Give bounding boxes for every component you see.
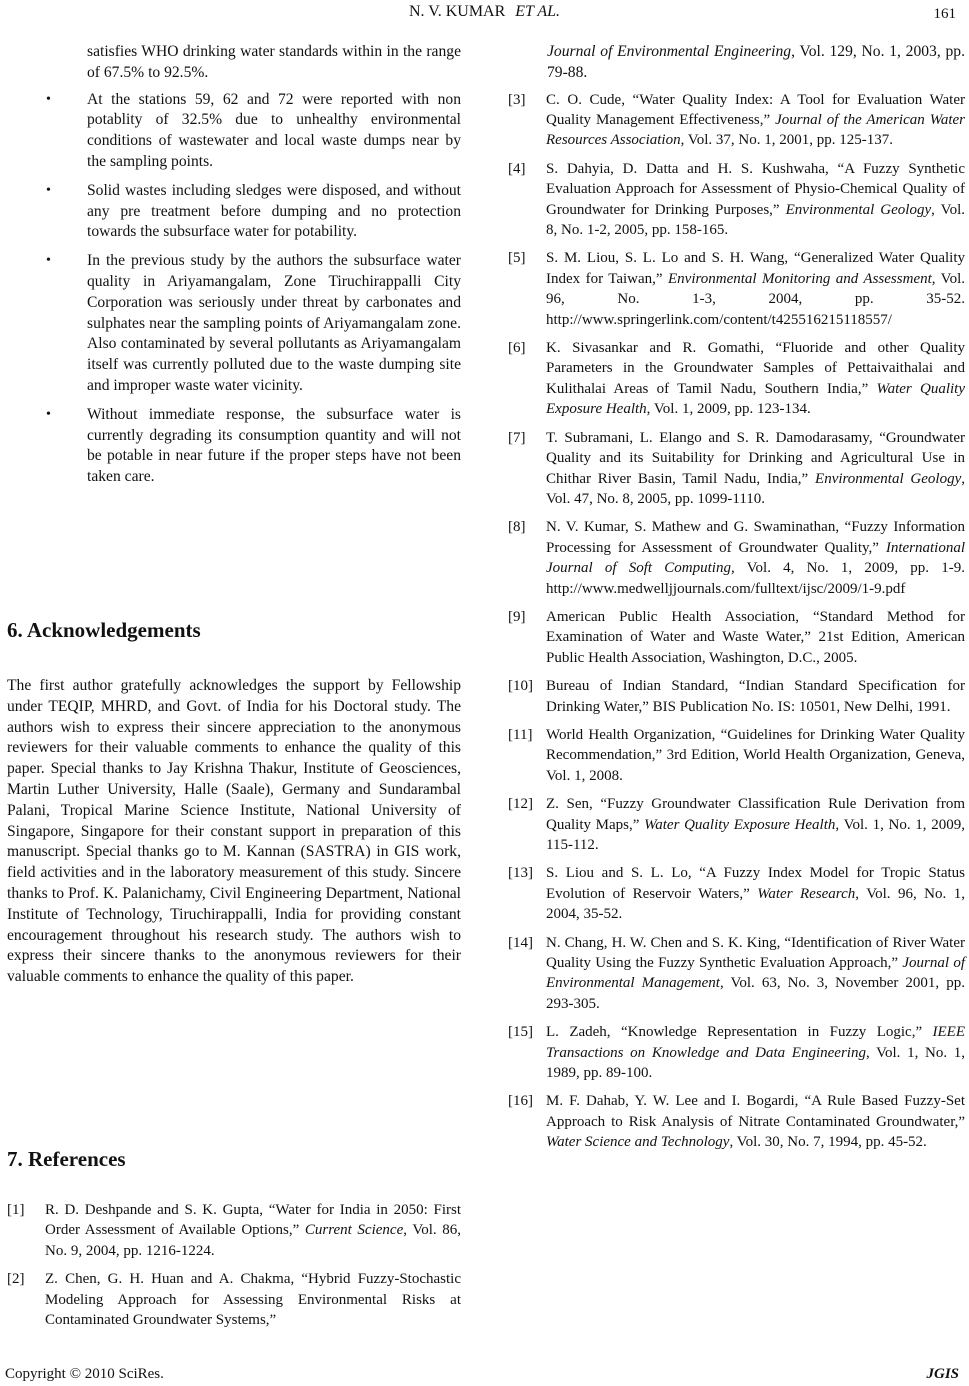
reference-item: [7] T. Subramani, L. Elango and S. R. Damodarasamy, “Groundwater Quality and its Suitability for Drinking and Agricultural Use in Chithar River Basin, Tamil Nadu, India,” Environmental Geology, Vol. 47, No. 8, 2005, pp. 1099-1110. <box>508 429 965 507</box>
reference-item: [3] C. O. Cude, “Water Quality Index: A Tool for Evaluation Water Quality Management Effectiveness,” Journal of the American Water Resources Association, Vol. 37, No. 1, 2001, pp. 125-137. <box>508 91 965 149</box>
reference-item: [4] S. Dahyia, D. Datta and H. S. Kushwaha, “A Fuzzy Synthetic Evaluation Approach for Assessment of Physio-Chemical Quality of Groundwater for Drinking Purposes,” Environmental Geology, Vol. 8, No. 1-2, 2005, pp. 158-165. <box>508 160 965 239</box>
acknowledgements-text: The first author gratefully acknowledges the support by Fellowship under TEQIP, MHRD, and Govt. of India for his Doctoral study. The authors wish to express their sincere appreciation to the anonymous reviewers for their valuable comments to enhance the quality of this paper. Special thanks to Jay Krishna Thakur, Institute of Geosciences, Martin Luther University, Halle (Saale), Germany and Sundarambal Palani, Tropical Marine Science Institute, National University of Singapore, Singapore for their constant support in preparation of this manuscript. Special thanks go to M. Kannan (SASTRA) in GIS work, field activities and in the laboratory measurement of this study. Sincere thanks to Prof. K. Palanichamy, Civil Engineering Department, National Institute of Technology, Tiruchirappalli, India for providing constant encouragement throughout his research study. The authors wish to express their sincere thanks to the anonymous reviewers for their valuable comments to enhance the quality of this paper. <box>7 677 461 986</box>
reference-item: [8] N. V. Kumar, S. Mathew and G. Swaminathan, “Fuzzy Information Processing for Assessment of Groundwater Quality,” International Journal of Soft Computing, Vol. 4, No. 1, 2009, pp. 1-9. http://www.medwelljjournals.com/fulltext/ijsc/2009/1-9.pdf <box>508 519 965 597</box>
reference-item: [16] M. F. Dahab, Y. W. Lee and I. Bogardi, “A Rule Based Fuzzy-Set Approach to Risk Analysis of Nitrate Contaminated Groundwater,” Water Science and Technology, Vol. 30, No. 7, 1994, pp. 45-52. <box>508 1093 965 1151</box>
reference-item: [1] R. D. Deshpande and S. K. Gupta, “Water for India in 2050: First Order Assessment of Available Options,” Current Science, Vol. 86, No. 9, 2004, pp. 1216-1224. <box>7 1202 462 1259</box>
reference-item: [10] Bureau of Indian Standard, “Indian Standard Specification for Drinking Water,” BIS Publication No. IS: 10501, New Delhi, 1991. <box>508 678 965 715</box>
journal-footer: JGIS <box>926 1366 959 1382</box>
header-etal: ET AL. <box>515 3 561 20</box>
continuation-text: satisfies WHO drinking water standards within in the range of 67.5% to 92.5%. <box>87 43 461 81</box>
reference-item: [11] World Health Organization, “Guidelines for Drinking Water Quality Recommendation,” 3rd Edition, World Health Organization, Geneva, Vol. 1, 2008. <box>508 726 965 784</box>
header-authors: N. V. KUMAR <box>408 3 506 20</box>
copyright-footer: Copyright © 2010 SciRes. <box>5 1366 164 1382</box>
bullet-item: • In the previous study by the authors the subsurface water quality in Ariyamangalam, Zone Tiruchirappalli City Corporation was seriously under threat by carbonates and sulphates near the sampling points of Ariyamangalam zone. Also contaminated by several pollutants as Ariyamangalam itself was currently polluted due to the waste dumping site and improper waste water vicinity. <box>48 251 461 397</box>
bullet-item: • At the stations 59, 62 and 72 were reported with non potablity of 32.5% due to unhealthy environmental conditions of wastewater and local waste dumps near by the sampling points. <box>48 90 461 173</box>
reference-list-right <box>508 90 965 1153</box>
section-heading-references: 7. References <box>7 1147 126 1171</box>
reference-item: [12] Z. Sen, “Fuzzy Groundwater Classification Rule Derivation from Quality Maps,” Water Quality Exposure Health, Vol. 1, No. 1, 2009, 115-112. <box>508 796 965 853</box>
left-column <box>7 42 462 1329</box>
page-number: 161 <box>933 6 956 22</box>
right-column <box>508 42 965 1161</box>
reference-item: [15] L. Zadeh, “Knowledge Representation in Fuzzy Logic,” IEEE Transactions on Knowledge and Data Engineering, Vol. 1, No. 1, 1989, pp. 89-100. <box>508 1024 965 1082</box>
reference-item: [13] S. Liou and S. L. Lo, “A Fuzzy Index Model for Tropic Status Evolution of Reservoir Waters,” Water Research, Vol. 96, No. 1, 2004, 35-52. <box>508 865 965 923</box>
section-heading-acknowledgements: 6. Acknowledgements <box>7 618 201 642</box>
bullet-item: • Solid wastes including sledges were disposed, and without any pre treatment before dumping and no protection towards the subsurface water for potability. <box>48 181 461 243</box>
reference-item: [2] Z. Chen, G. H. Huan and A. Chakma, “Hybrid Fuzzy-Stochastic Modeling Approach for Assessing Environmental Risks at Contaminated Groundwater Systems,” <box>7 1271 461 1329</box>
reference-item: [14] N. Chang, H. W. Chen and S. K. King, “Identification of River Water Quality Using the Fuzzy Synthetic Evaluation Approach,” Journal of Environmental Management, Vol. 63, No. 3, November 2001, pp. 293-305. <box>508 934 965 1012</box>
reference-continuation: Journal of Environmental Engineering, Vol. 129, No. 1, 2003, pp. 79-88. <box>547 43 965 81</box>
reference-item: [6] K. Sivasankar and R. Gomathi, “Fluoride and other Quality Parameters in the Groundwater Samples of Pettaivaithalai and Kulithalai Areas of Tamil Nadu, Southern India,” Water Quality Exposure Health, Vol. 1, 2009, pp. 123-134. <box>508 340 965 418</box>
reference-list-left <box>7 1200 461 1338</box>
reference-item: [5] S. M. Liou, S. L. Lo and S. H. Wang, “Generalized Water Quality Index for Taiwan,” Environmental Monitoring and Assessment, Vol. 96, No. 1-3, 2004, pp. 35-52. http://www.springerlink.com/content/t425516215118557/ <box>508 250 965 328</box>
running-header <box>0 2 969 23</box>
bullet-item: • Without immediate response, the subsurface water is currently degrading its consumption quantity and will not be potable in near future if the proper steps have not been taken care. <box>48 405 461 488</box>
reference-item: [9] American Public Health Association, “Standard Method for Examination of Water and Waste Water,” 21st Edition, American Public Health Association, Washington, D.C., 2005. <box>508 608 965 666</box>
